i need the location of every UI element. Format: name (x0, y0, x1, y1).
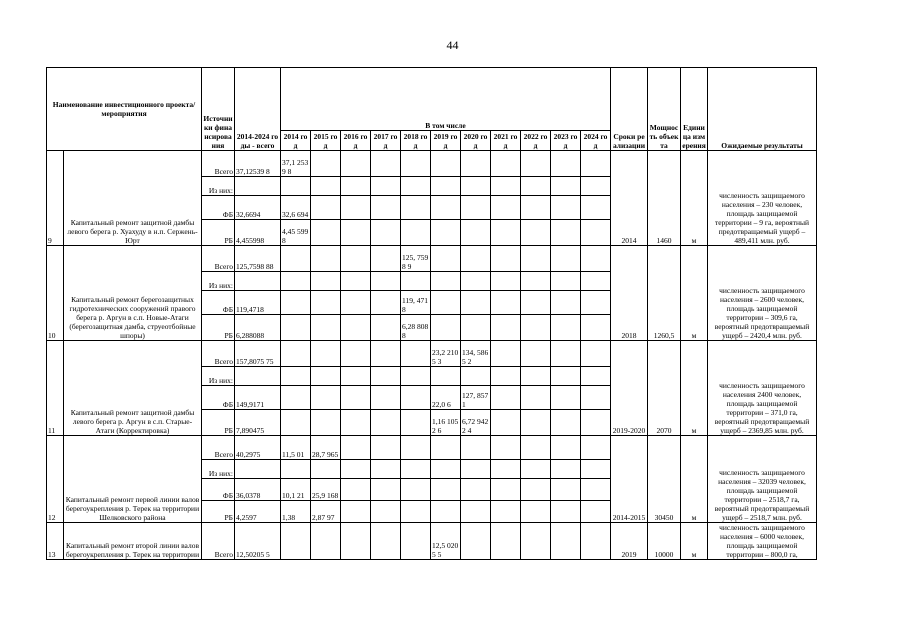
year-amount (401, 436, 431, 460)
year-amount (341, 177, 371, 196)
project-term: 2014 (611, 151, 648, 246)
year-amount: 25,9 168 (311, 479, 341, 501)
year-amount (281, 523, 311, 560)
year-amount (491, 501, 521, 523)
header-source: Источники финансирования (202, 68, 235, 151)
year-amount (581, 246, 611, 272)
year-amount (551, 460, 581, 479)
header-year: 2024 год (581, 131, 611, 151)
year-amount (401, 386, 431, 410)
year-amount (371, 151, 401, 177)
year-amount (521, 410, 551, 436)
year-amount (341, 315, 371, 341)
project-name: Капитальный ремонт защитной дамбы левого берега р. Хуахуду в н.п. Сержень-Юрт (64, 151, 202, 246)
project-unit: м (681, 341, 708, 436)
year-amount: 12,5 0205 5 (431, 523, 461, 560)
year-amount (341, 436, 371, 460)
expected-result: численность защищаемого населения – 32039 человек, площадь защищаемой территории – 2518,7 га, вероятный предотвращаемый ущерб – 2518,7 млн. руб. (708, 436, 817, 523)
year-amount (431, 196, 461, 220)
year-amount (371, 501, 401, 523)
year-amount (581, 151, 611, 177)
year-amount (281, 410, 311, 436)
funding-source: Из них: (202, 367, 235, 386)
year-amount (491, 291, 521, 315)
year-amount (521, 177, 551, 196)
year-amount (581, 367, 611, 386)
year-amount (491, 341, 521, 367)
year-amount (431, 151, 461, 177)
funding-source: Из них: (202, 460, 235, 479)
year-amount (461, 460, 491, 479)
year-amount (341, 291, 371, 315)
project-capacity: 10000 (648, 523, 681, 560)
year-amount (371, 436, 401, 460)
year-amount (401, 367, 431, 386)
funding-source: РБ (202, 220, 235, 246)
year-amount (311, 367, 341, 386)
year-amount (341, 151, 371, 177)
header-year: 2022 год (521, 131, 551, 151)
year-amount (521, 523, 551, 560)
project-unit: м (681, 151, 708, 246)
year-amount (581, 177, 611, 196)
year-amount (431, 436, 461, 460)
year-amount (401, 479, 431, 501)
year-amount (371, 246, 401, 272)
total-amount (235, 272, 281, 291)
year-amount (431, 479, 461, 501)
project-term: 2018 (611, 246, 648, 341)
year-amount (371, 272, 401, 291)
year-amount (281, 272, 311, 291)
year-amount (551, 246, 581, 272)
year-amount (491, 410, 521, 436)
year-amount (341, 523, 371, 560)
year-amount (281, 291, 311, 315)
year-amount (461, 291, 491, 315)
year-amount: 32,6 694 (281, 196, 311, 220)
header-year: 2014 год (281, 131, 311, 151)
expected-result: численность защищаемого населения – 230 человек, площадь защищаемой территории – 9 га, вероятный предотвращаемый ущерб – 489,411 млн. руб. (708, 151, 817, 246)
year-amount: 28,7 965 (311, 436, 341, 460)
project-name: Капитальный ремонт берегозащитных гидротехнических сооружений правого берега р. Аргун в с.п. Новые-Атаги (берегозащитная дамба, струеотбойные шпоры) (64, 246, 202, 341)
project-number: 12 (47, 436, 64, 523)
year-amount (371, 315, 401, 341)
year-amount: 119, 4718 (401, 291, 431, 315)
year-amount (581, 315, 611, 341)
year-amount (461, 436, 491, 460)
year-amount (521, 291, 551, 315)
year-amount (371, 386, 401, 410)
header-unit: Единица измерения (681, 68, 708, 151)
year-amount (551, 367, 581, 386)
year-amount (311, 386, 341, 410)
year-amount (521, 246, 551, 272)
funding-source: Всего (202, 523, 235, 560)
year-amount (401, 151, 431, 177)
project-capacity: 30450 (648, 436, 681, 523)
project-unit: м (681, 436, 708, 523)
year-amount (461, 479, 491, 501)
year-amount (491, 196, 521, 220)
year-amount (341, 460, 371, 479)
year-amount (371, 177, 401, 196)
year-amount (491, 436, 521, 460)
year-amount (581, 460, 611, 479)
year-amount (341, 341, 371, 367)
year-amount (581, 410, 611, 436)
year-amount (311, 151, 341, 177)
funding-source: Всего (202, 246, 235, 272)
year-amount (551, 479, 581, 501)
year-amount (371, 460, 401, 479)
year-amount: 37,1 2539 8 (281, 151, 311, 177)
year-amount (491, 367, 521, 386)
year-amount (431, 460, 461, 479)
header-capacity: Мощность объекта (648, 68, 681, 151)
project-name: Капитальный ремонт второй линии валов берегоукрепления р. Терек на территории (64, 523, 202, 560)
year-amount (551, 386, 581, 410)
header-terms: Сроки реализации (611, 68, 648, 151)
year-amount (581, 436, 611, 460)
project-capacity: 1460 (648, 151, 681, 246)
year-amount (461, 272, 491, 291)
year-amount: 11,5 01 (281, 436, 311, 460)
year-amount (461, 501, 491, 523)
year-amount (341, 196, 371, 220)
table-row (47, 246, 817, 272)
project-number: 13 (47, 523, 64, 560)
funding-source: ФБ (202, 386, 235, 410)
project-name: Капитальный ремонт защитной дамбы левого берега р. Аргун в с.п. Старые-Атаги (Корректировка) (64, 341, 202, 436)
total-amount (235, 177, 281, 196)
year-amount (431, 246, 461, 272)
table-row (47, 436, 817, 460)
year-amount (461, 523, 491, 560)
year-amount (491, 386, 521, 410)
year-amount (521, 479, 551, 501)
year-amount: 2,87 97 (311, 501, 341, 523)
year-amount: 10,1 21 (281, 479, 311, 501)
project-term: 2014-2015 (611, 436, 648, 523)
header-total: 2014-2024 годы - всего (235, 68, 281, 151)
year-amount (431, 220, 461, 246)
total-amount: 32,6694 (235, 196, 281, 220)
header-year: 2016 год (341, 131, 371, 151)
year-amount (461, 220, 491, 246)
year-amount (281, 341, 311, 367)
year-amount: 125, 7598 9 (401, 246, 431, 272)
year-amount (551, 196, 581, 220)
year-amount: 127, 8571 (461, 386, 491, 410)
year-amount (521, 151, 551, 177)
table-row (47, 523, 817, 560)
year-amount (311, 246, 341, 272)
header-year: 2023 год (551, 131, 581, 151)
year-amount (311, 220, 341, 246)
investment-projects-table (46, 67, 817, 560)
year-amount (371, 341, 401, 367)
funding-source: Из них: (202, 272, 235, 291)
funding-source: РБ (202, 410, 235, 436)
year-amount (311, 291, 341, 315)
year-amount (431, 367, 461, 386)
year-amount (281, 177, 311, 196)
year-amount (521, 341, 551, 367)
project-unit: м (681, 523, 708, 560)
year-amount (341, 501, 371, 523)
year-amount (371, 479, 401, 501)
year-amount (341, 272, 371, 291)
year-amount: 1,38 (281, 501, 311, 523)
project-name: Капитальный ремонт первой линии валов берегоукрепления р. Терек на территории Шелковского района (64, 436, 202, 523)
year-amount (581, 196, 611, 220)
expected-result: численность защищаемого населения – 2600 человек, площадь защищаемой территории – 309,6 га, вероятный предотвращаемый ущерб – 2420,4 млн. руб. (708, 246, 817, 341)
header-including: В том числе (281, 68, 611, 131)
year-amount: 1,16 1052 6 (431, 410, 461, 436)
year-amount (521, 367, 551, 386)
year-amount (461, 177, 491, 196)
year-amount (551, 341, 581, 367)
total-amount: 40,2975 (235, 436, 281, 460)
year-amount (551, 315, 581, 341)
project-number: 9 (47, 151, 64, 246)
year-amount: 134, 5865 2 (461, 341, 491, 367)
header-year: 2017 год (371, 131, 401, 151)
project-unit: м (681, 246, 708, 341)
funding-source: Всего (202, 151, 235, 177)
year-amount (311, 460, 341, 479)
year-amount (401, 410, 431, 436)
year-amount (521, 460, 551, 479)
year-amount (521, 386, 551, 410)
year-amount (491, 315, 521, 341)
funding-source: Из них: (202, 177, 235, 196)
year-amount (581, 291, 611, 315)
year-amount (431, 177, 461, 196)
year-amount (461, 315, 491, 341)
project-number: 11 (47, 341, 64, 436)
funding-source: Всего (202, 341, 235, 367)
header-year: 2015 год (311, 131, 341, 151)
year-amount (491, 246, 521, 272)
year-amount (401, 460, 431, 479)
total-amount: 36,0378 (235, 479, 281, 501)
year-amount (581, 220, 611, 246)
year-amount (551, 151, 581, 177)
funding-source: ФБ (202, 196, 235, 220)
year-amount (581, 341, 611, 367)
year-amount (311, 315, 341, 341)
year-amount (281, 246, 311, 272)
year-amount (311, 177, 341, 196)
total-amount: 12,50205 5 (235, 523, 281, 560)
year-amount (521, 436, 551, 460)
year-amount (341, 386, 371, 410)
funding-source: РБ (202, 315, 235, 341)
header-year: 2020 год (461, 131, 491, 151)
year-amount (491, 177, 521, 196)
year-amount (461, 151, 491, 177)
year-amount (311, 341, 341, 367)
total-amount (235, 460, 281, 479)
year-amount (551, 177, 581, 196)
year-amount (281, 460, 311, 479)
total-amount: 125,7598 88 (235, 246, 281, 272)
header-year: 2018 год (401, 131, 431, 151)
year-amount (491, 523, 521, 560)
year-amount (371, 220, 401, 246)
year-amount (461, 367, 491, 386)
expected-result: численность защищаемого населения – 6000 человек, площадь защищаемой территории – 800,0 га, (708, 523, 817, 560)
year-amount: 6,72 9422 4 (461, 410, 491, 436)
year-amount (461, 196, 491, 220)
expected-result: численность защищаемого населения 2400 человек, площадь защищаемой территории – 371,0 га, вероятный предотвращаемый ущерб – 2369,85 млн. руб. (708, 341, 817, 436)
header-row (47, 68, 817, 131)
year-amount (461, 246, 491, 272)
year-amount (371, 523, 401, 560)
year-amount: 6,28 8088 (401, 315, 431, 341)
total-amount: 6,288088 (235, 315, 281, 341)
year-amount (431, 291, 461, 315)
year-amount (341, 220, 371, 246)
year-amount (401, 523, 431, 560)
year-amount: 22,0 6 (431, 386, 461, 410)
year-amount (401, 341, 431, 367)
year-amount (551, 501, 581, 523)
project-term: 2019 (611, 523, 648, 560)
header-name: Наименование инвестиционного проекта/мероприятия (47, 68, 202, 151)
year-amount (311, 523, 341, 560)
year-amount: 23,2 2105 3 (431, 341, 461, 367)
total-amount: 119,4718 (235, 291, 281, 315)
year-amount (581, 523, 611, 560)
year-amount (281, 386, 311, 410)
year-amount (491, 272, 521, 291)
table-row (47, 341, 817, 367)
year-amount (491, 151, 521, 177)
year-amount (431, 501, 461, 523)
total-amount: 149,9171 (235, 386, 281, 410)
total-amount: 4,2597 (235, 501, 281, 523)
year-amount (581, 501, 611, 523)
year-amount (551, 410, 581, 436)
project-term: 2019-2020 (611, 341, 648, 436)
year-amount (401, 196, 431, 220)
funding-source: ФБ (202, 479, 235, 501)
page-number: 44 (446, 38, 459, 52)
year-amount (581, 479, 611, 501)
year-amount (521, 196, 551, 220)
year-amount (371, 291, 401, 315)
year-amount (311, 272, 341, 291)
year-amount (551, 272, 581, 291)
project-capacity: 2070 (648, 341, 681, 436)
year-amount (581, 386, 611, 410)
table-row (47, 151, 817, 177)
year-amount (341, 479, 371, 501)
year-amount (311, 410, 341, 436)
year-amount (401, 501, 431, 523)
year-amount (551, 436, 581, 460)
year-amount (311, 196, 341, 220)
year-amount (491, 460, 521, 479)
header-year: 2019 год (431, 131, 461, 151)
year-amount (281, 367, 311, 386)
year-amount (371, 196, 401, 220)
total-amount: 157,8075 75 (235, 341, 281, 367)
year-amount (401, 272, 431, 291)
year-amount (431, 315, 461, 341)
year-amount (491, 220, 521, 246)
year-amount (341, 246, 371, 272)
year-amount (341, 410, 371, 436)
total-amount: 4,455998 (235, 220, 281, 246)
header-results: Ожидаемые результаты (708, 68, 817, 151)
year-amount (551, 291, 581, 315)
year-amount (551, 220, 581, 246)
year-amount (401, 177, 431, 196)
total-amount (235, 367, 281, 386)
year-amount: 4,45 5998 (281, 220, 311, 246)
total-amount: 7,890475 (235, 410, 281, 436)
year-amount (581, 272, 611, 291)
year-amount (281, 315, 311, 341)
year-amount (341, 367, 371, 386)
year-amount (431, 272, 461, 291)
year-amount (371, 367, 401, 386)
header-year: 2021 год (491, 131, 521, 151)
year-amount (401, 220, 431, 246)
year-amount (551, 523, 581, 560)
project-number: 10 (47, 246, 64, 341)
funding-source: Всего (202, 436, 235, 460)
year-amount (521, 272, 551, 291)
year-amount (491, 479, 521, 501)
project-capacity: 1260,5 (648, 246, 681, 341)
year-amount (521, 315, 551, 341)
year-amount (521, 501, 551, 523)
total-amount: 37,12539 8 (235, 151, 281, 177)
funding-source: РБ (202, 501, 235, 523)
funding-source: ФБ (202, 291, 235, 315)
year-amount (371, 410, 401, 436)
year-amount (521, 220, 551, 246)
